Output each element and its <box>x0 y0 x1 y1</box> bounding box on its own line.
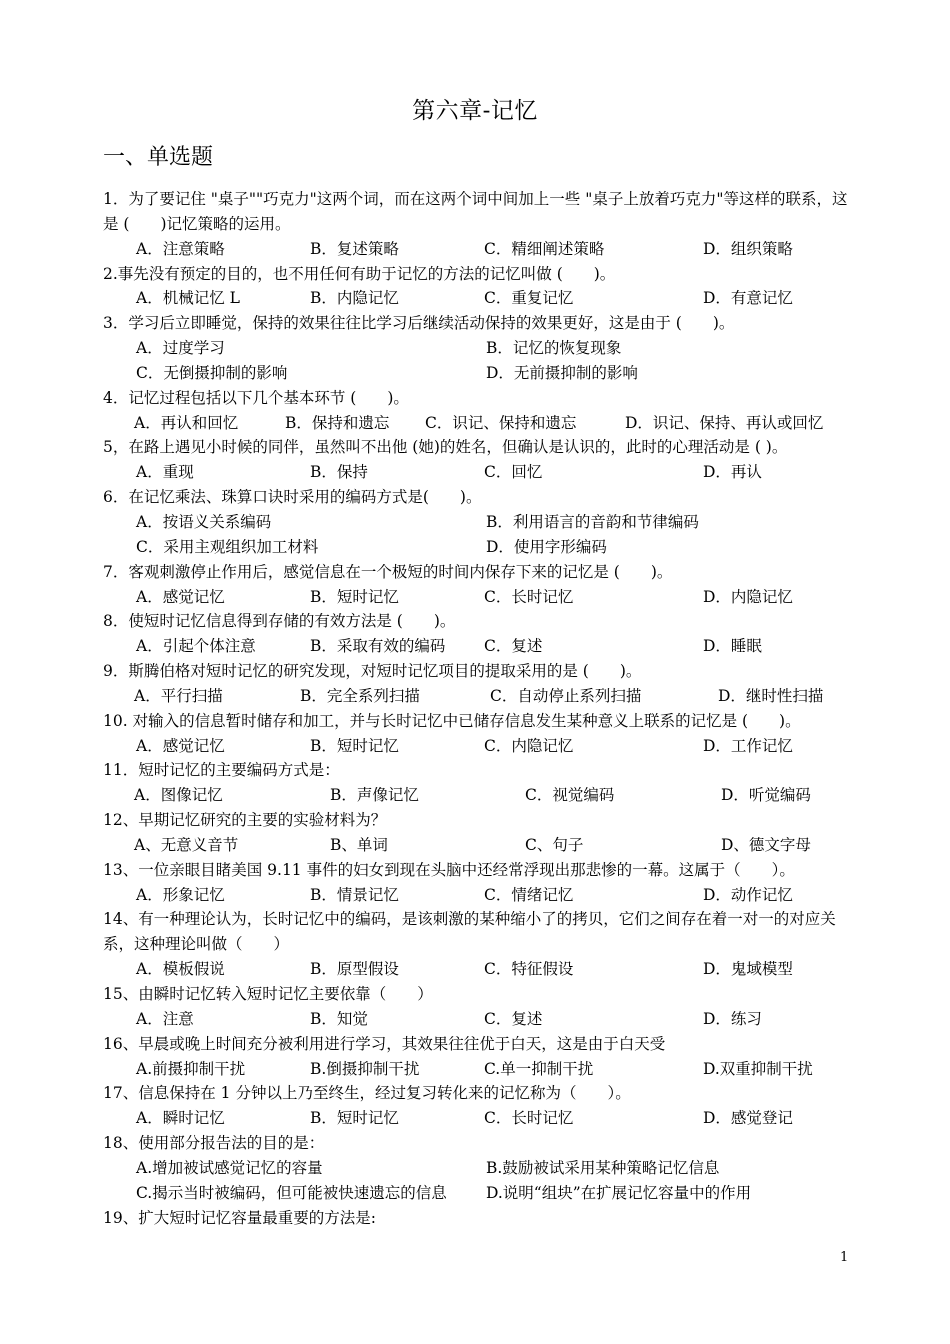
option-d: D．听觉编码 <box>721 786 811 805</box>
option-a: A．形象记忆 <box>136 885 225 904</box>
option-a: A.前摄抑制干扰 <box>136 1059 246 1078</box>
option-b: B．完全系列扫描 <box>300 686 420 705</box>
option-a: A．过度学习 <box>136 339 225 358</box>
option-c: C、句子 <box>525 835 584 854</box>
question-text: 18、使用部分报告法的目的是： <box>103 1134 325 1153</box>
question-text: 8．使短时记忆信息得到存储的有效方法是 ( )。 <box>103 612 456 631</box>
option-b: B．知觉 <box>310 1009 368 1028</box>
option-d: D、德文字母 <box>721 835 811 854</box>
option-c: C.单一抑制干扰 <box>484 1059 594 1078</box>
question-text: 10. 对输入的信息暂时储存和加工，并与长时记忆中已储存信息发生某种意义上联系的记忆是 ( )。 <box>103 711 801 730</box>
option-c: C．复述 <box>484 1009 543 1028</box>
option-b: B．原型假设 <box>310 960 399 979</box>
option-d: D．鬼域模型 <box>703 960 793 979</box>
option-c: C．重复记忆 <box>484 289 574 308</box>
option-a: A．瞬时记忆 <box>136 1109 225 1128</box>
option-b: B.鼓励被试采用某种策略记忆信息 <box>486 1158 720 1177</box>
option-row <box>103 833 853 858</box>
option-c: C．长时记忆 <box>484 1109 574 1128</box>
option-d: D.说明“组块”在扩展记忆容量中的作用 <box>486 1183 752 1202</box>
option-d: D．使用字形编码 <box>486 537 607 556</box>
option-d: D．再认 <box>703 463 762 482</box>
option-row <box>103 361 853 386</box>
question-text: 11．短时记忆的主要编码方式是： <box>103 761 340 780</box>
option-d: D．无前摄抑制的影响 <box>486 363 638 382</box>
page-title: 第六章-记忆 <box>412 98 538 124</box>
option-b: B．声像记忆 <box>330 786 419 805</box>
question-text: 15、由瞬时记忆转入短时记忆主要依靠（ ） <box>103 985 433 1003</box>
option-d: D．感觉登记 <box>703 1109 793 1128</box>
question-text: 5，在路上遇见小时候的同伴，虽然叫不出他 (她)的姓名，但确认是认识的，此时的心理活动是 ( )。 <box>103 438 788 457</box>
option-a: A．感觉记忆 <box>136 587 225 606</box>
option-row <box>103 1007 853 1032</box>
option-d: D．继时性扫描 <box>718 686 824 705</box>
option-c: C．长时记忆 <box>484 587 574 606</box>
option-row <box>103 460 853 485</box>
option-row <box>103 1181 853 1206</box>
option-c: C．精细阐述策略 <box>484 239 605 258</box>
section-heading: 一、单选题 <box>103 145 214 170</box>
option-d: D．组织策略 <box>703 239 793 258</box>
option-c: C．特征假设 <box>484 960 574 979</box>
question-text: 12、早期记忆研究的主要的实验材料为？ <box>103 811 387 830</box>
option-c: C．内隐记忆 <box>484 736 574 755</box>
option-row <box>103 286 853 311</box>
option-b: B．利用语言的音韵和节律编码 <box>486 512 699 531</box>
option-a: A．图像记忆 <box>134 786 223 805</box>
option-b: B．保持 <box>310 463 368 482</box>
option-c: C．回忆 <box>484 463 543 482</box>
option-row <box>103 957 853 982</box>
option-d: D．内隐记忆 <box>703 587 793 606</box>
option-d: D．练习 <box>703 1009 762 1028</box>
option-d: D．动作记忆 <box>703 885 793 904</box>
option-a: A．模板假说 <box>136 960 225 979</box>
option-a: A．按语义关系编码 <box>136 512 272 531</box>
option-d: D.双重抑制干扰 <box>703 1059 813 1078</box>
option-row <box>103 1156 853 1181</box>
option-a: A．再认和回忆 <box>134 413 239 432</box>
question-text: 9．斯腾伯格对短时记忆的研究发现，对短时记忆项目的提取采用的是 ( )。 <box>103 662 642 681</box>
option-row <box>103 535 853 560</box>
option-row <box>103 734 853 759</box>
option-a: A．引起个体注意 <box>136 637 256 656</box>
page-number: 1 <box>840 1250 849 1265</box>
option-b: B．记忆的恢复现象 <box>486 339 622 358</box>
option-d: D．工作记忆 <box>703 736 793 755</box>
option-b: B．短时记忆 <box>310 587 399 606</box>
option-c: C．识记、保持和遗忘 <box>425 413 577 432</box>
option-row <box>103 237 853 262</box>
question-list <box>103 187 853 1230</box>
option-d: D．有意记忆 <box>703 289 793 308</box>
option-b: B．复述策略 <box>310 239 399 258</box>
option-b: B．采取有效的编码 <box>310 637 446 656</box>
option-row <box>103 1057 853 1082</box>
option-row <box>103 585 853 610</box>
option-row <box>103 883 853 908</box>
option-c: C.揭示当时被编码，但可能被快速遗忘的信息 <box>136 1183 447 1202</box>
option-b: B．短时记忆 <box>310 1109 399 1128</box>
question-text: 6．在记忆乘法、珠算口诀时采用的编码方式是( )。 <box>103 488 482 507</box>
option-b: B．情景记忆 <box>310 885 399 904</box>
option-a: A．重现 <box>136 463 194 482</box>
question-text: 2.事先没有预定的目的，也不用任何有助于记忆的方法的记忆叫做 ( )。 <box>103 264 616 283</box>
option-b: B、单词 <box>330 835 388 854</box>
option-b: B．内隐记忆 <box>310 289 399 308</box>
question-text: 7．客观刺激停止作用后，感觉信息在一个极短的时间内保存下来的记忆是 ( )。 <box>103 562 673 581</box>
option-row <box>103 336 853 361</box>
option-row <box>103 634 853 659</box>
option-row <box>103 684 853 709</box>
option-row <box>103 411 853 436</box>
question-text: 14、有一种理论认为，长时记忆中的编码，是该刺激的某种缩小了的拷贝，它们之间存在着一对一的对应关系，这种理论叫做（ ） <box>103 910 836 954</box>
question-text: 13、一位亲眼目睹美国 9.11 事件的妇女到现在头脑中还经常浮现出那悲惨的一幕。这属于（ ）。 <box>103 860 795 879</box>
option-c: C．情绪记忆 <box>484 885 574 904</box>
option-c: C．视觉编码 <box>525 786 615 805</box>
option-a: A．感觉记忆 <box>136 736 225 755</box>
option-a: A.增加被试感觉记忆的容量 <box>136 1158 323 1177</box>
option-b: B．保持和遗忘 <box>285 413 390 432</box>
option-a: A、无意义音节 <box>134 835 239 854</box>
option-row <box>103 510 853 535</box>
question-text: 19、扩大短时记忆容量最重要的方法是: <box>103 1208 376 1227</box>
question-text: 4．记忆过程包括以下几个基本环节 ( )。 <box>103 388 409 407</box>
option-c: C．无倒摄抑制的影响 <box>136 363 288 382</box>
option-row <box>103 1106 853 1131</box>
option-a: A．注意 <box>136 1009 194 1028</box>
question-text: 1．为了要记住 "桌子""巧克力"这两个词，而在这两个词中间加上一些 "桌子上放着巧克力"等这样的联系，这是 ( )记忆策略的运用。 <box>103 190 848 233</box>
option-d: D．识记、保持、再认或回忆 <box>625 413 824 432</box>
option-b: B.倒摄抑制干扰 <box>310 1059 420 1078</box>
option-b: B．短时记忆 <box>310 736 399 755</box>
question-text: 16、早晨或晚上时间充分被利用进行学习，其效果往往优于白天，这是由于白天受 <box>103 1034 666 1053</box>
question-text: 3．学习后立即睡觉，保持的效果往往比学习后继续活动保持的效果更好，这是由于 ( )。 <box>103 314 735 333</box>
option-c: C．自动停止系列扫描 <box>490 686 642 705</box>
option-d: D．睡眠 <box>703 637 762 656</box>
question-text: 17、信息保持在 1 分钟以上乃至终生，经过复习转化来的记忆称为（ ）。 <box>103 1084 631 1103</box>
option-c: C．采用主观组织加工材料 <box>136 537 319 556</box>
option-a: A．平行扫描 <box>134 686 223 705</box>
option-row <box>103 783 853 808</box>
option-a: A．机械记忆 L <box>136 289 240 308</box>
option-a: A．注意策略 <box>136 239 225 258</box>
option-c: C．复述 <box>484 637 543 656</box>
